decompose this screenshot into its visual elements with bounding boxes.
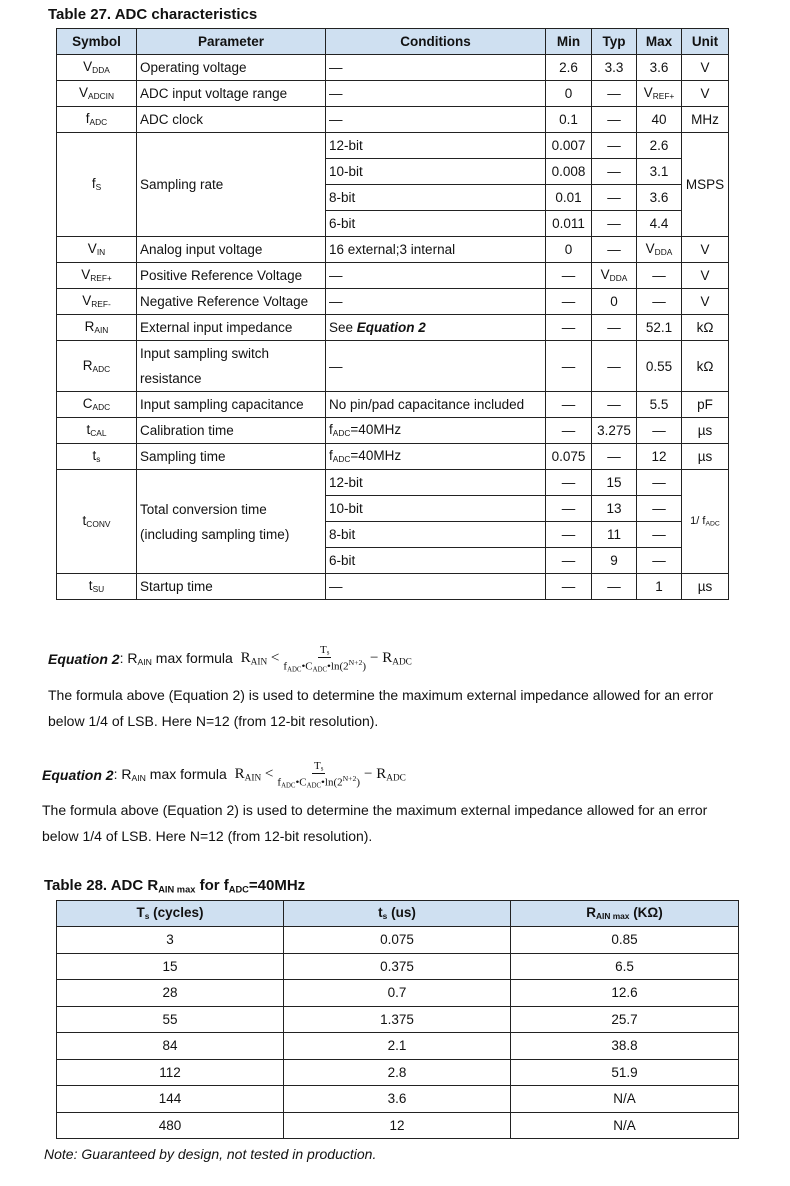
conditions-cell: —: [326, 107, 546, 133]
table-27-header: [57, 29, 729, 55]
max-cell: 3.6: [637, 55, 682, 81]
parameter-cell: External input impedance: [137, 315, 326, 341]
table-row: [57, 470, 729, 496]
column-header: Parameter: [137, 29, 326, 55]
table-cell: 0.85: [511, 927, 739, 954]
max-cell: 2.6: [637, 133, 682, 159]
typ-cell: —: [592, 315, 637, 341]
conditions-cell: —: [326, 263, 546, 289]
table-row: [57, 444, 729, 470]
typ-cell: —: [592, 133, 637, 159]
min-cell: —: [546, 522, 592, 548]
symbol-cell: $R_{ADC}$: [57, 341, 137, 392]
typ-cell: —: [592, 237, 637, 263]
unit-cell: MHz: [682, 107, 729, 133]
column-header: Conditions: [326, 29, 546, 55]
table-row: [57, 1086, 739, 1113]
symbol-cell: $V_{ADCIN}$: [57, 81, 137, 107]
min-cell: 2.6: [546, 55, 592, 81]
symbol-cell: $f_S$: [57, 133, 137, 237]
max-cell: 3.6: [637, 185, 682, 211]
parameter-cell: Negative Reference Voltage: [137, 289, 326, 315]
table-row: [57, 133, 729, 159]
equation-label: Equation 2: [42, 766, 114, 783]
header-rain-max: $R_{AIN max}$ (KΩ): [511, 901, 739, 927]
parameter-cell: Sampling rate: [137, 133, 326, 237]
typ-cell: —: [592, 392, 637, 418]
typ-cell: —: [592, 107, 637, 133]
table-row: [57, 1112, 739, 1139]
max-cell: 4.4: [637, 211, 682, 237]
max-cell: $V_{REF+}$: [637, 81, 682, 107]
unit-cell: MSPS: [682, 133, 729, 237]
min-cell: 0: [546, 237, 592, 263]
table-cell: 0.075: [284, 927, 511, 954]
conditions-cell: —: [326, 289, 546, 315]
symbol-cell: $t_{CAL}$: [57, 418, 137, 444]
typ-cell: 3.275: [592, 418, 637, 444]
conditions-cell: $f_{ADC}=40MHz$: [326, 418, 546, 444]
parameter-cell: ADC input voltage range: [137, 81, 326, 107]
table-cell: 12: [284, 1112, 511, 1139]
conditions-cell: No pin/pad capacitance included: [326, 392, 546, 418]
min-cell: —: [546, 574, 592, 600]
conditions-cell: 8-bit: [326, 185, 546, 211]
conditions-cell: 10-bit: [326, 159, 546, 185]
table-cell: 144: [57, 1086, 284, 1113]
table-cell: 2.1: [284, 1033, 511, 1060]
table-row: [57, 341, 729, 392]
typ-cell: 0: [592, 289, 637, 315]
table-row: [57, 1033, 739, 1060]
table-row: [57, 55, 729, 81]
table-27-caption: Table 27. ADC characteristics: [48, 6, 258, 23]
conditions-cell: 12-bit: [326, 133, 546, 159]
parameter-cell: Total conversion time (including sampling time): [137, 470, 326, 574]
unit-cell: V: [682, 237, 729, 263]
min-cell: 0.007: [546, 133, 592, 159]
table-row: [57, 418, 729, 444]
conditions-cell: 6-bit: [326, 211, 546, 237]
max-cell: $V_{DDA}$: [637, 237, 682, 263]
column-header: Symbol: [57, 29, 137, 55]
parameter-cell: Sampling time: [137, 444, 326, 470]
max-cell: —: [637, 548, 682, 574]
symbol-cell: $f_{ADC}$: [57, 107, 137, 133]
max-cell: 5.5: [637, 392, 682, 418]
min-cell: —: [546, 392, 592, 418]
min-cell: 0.008: [546, 159, 592, 185]
symbol-cell: $V_{IN}$: [57, 237, 137, 263]
unit-cell: kΩ: [682, 341, 729, 392]
parameter-cell: Calibration time: [137, 418, 326, 444]
equation-label: Equation 2: [48, 650, 120, 667]
max-cell: —: [637, 263, 682, 289]
max-cell: 3.1: [637, 159, 682, 185]
symbol-cell: $V_{DDA}$: [57, 55, 137, 81]
max-cell: 0.55: [637, 341, 682, 392]
max-cell: 1: [637, 574, 682, 600]
max-cell: 52.1: [637, 315, 682, 341]
table-row: [57, 574, 729, 600]
table-cell: 28: [57, 980, 284, 1007]
table-cell: 0.7: [284, 980, 511, 1007]
typ-cell: 3.3: [592, 55, 637, 81]
table-cell: 84: [57, 1033, 284, 1060]
parameter-cell: Startup time: [137, 574, 326, 600]
equation-paragraph: The formula above (Equation 2) is used to determine the maximum external impedance allowed for an error below 1/4 of LSB. Here N=12 (from 12-bit resolution).: [48, 687, 714, 729]
footnote: Note: Guaranteed by design, not tested in production.: [44, 1146, 377, 1162]
max-cell: —: [637, 496, 682, 522]
min-cell: —: [546, 341, 592, 392]
max-cell: —: [637, 470, 682, 496]
column-header: Min: [546, 29, 592, 55]
min-cell: 0: [546, 81, 592, 107]
table-cell: 6.5: [511, 953, 739, 980]
min-cell: —: [546, 548, 592, 574]
unit-cell: V: [682, 81, 729, 107]
typ-cell: —: [592, 211, 637, 237]
symbol-cell: $V_{REF-}$: [57, 289, 137, 315]
table-cell: 15: [57, 953, 284, 980]
table-27-body: [57, 55, 729, 600]
unit-cell: µs: [682, 444, 729, 470]
symbol-cell: $C_{ADC}$: [57, 392, 137, 418]
parameter-cell: ADC clock: [137, 107, 326, 133]
adc-characteristics-table: [56, 28, 729, 600]
table-row: [57, 927, 739, 954]
max-cell: 12: [637, 444, 682, 470]
table-row: [57, 81, 729, 107]
unit-cell: V: [682, 289, 729, 315]
min-cell: —: [546, 289, 592, 315]
table-cell: 2.8: [284, 1059, 511, 1086]
table-cell: 3: [57, 927, 284, 954]
conditions-cell: 16 external;3 internal: [326, 237, 546, 263]
max-cell: —: [637, 289, 682, 315]
table-28-caption: Table 28. ADC $R_{AIN max}$ for $f_{ADC}=40MHz$: [44, 877, 306, 895]
unit-cell: µs: [682, 418, 729, 444]
min-cell: 0.075: [546, 444, 592, 470]
min-cell: —: [546, 315, 592, 341]
table-cell: 480: [57, 1112, 284, 1139]
conditions-cell: —: [326, 574, 546, 600]
conditions-cell: See Equation 2: [326, 315, 546, 341]
typ-cell: —: [592, 185, 637, 211]
table-cell: 1.375: [284, 1006, 511, 1033]
adc-rain-max-table: [56, 900, 739, 1139]
table-row: [57, 1006, 739, 1033]
typ-cell: —: [592, 81, 637, 107]
parameter-cell: Positive Reference Voltage: [137, 263, 326, 289]
column-header: Unit: [682, 29, 729, 55]
table-cell: N/A: [511, 1086, 739, 1113]
table-cell: 51.9: [511, 1059, 739, 1086]
table-28-header: [57, 901, 739, 927]
table-row: [57, 107, 729, 133]
min-cell: —: [546, 496, 592, 522]
conditions-cell: —: [326, 81, 546, 107]
table-row: [57, 237, 729, 263]
min-cell: —: [546, 470, 592, 496]
table-row: [57, 263, 729, 289]
max-cell: —: [637, 418, 682, 444]
typ-cell: 11: [592, 522, 637, 548]
symbol-cell: $t_{CONV}$: [57, 470, 137, 574]
min-cell: —: [546, 418, 592, 444]
equation-2-repeat: Equation 2 : $R_{AIN}$ max formula $R_{AIN}$ < $\frac{T_s}{f_{ADC}•C_{ADC}•\ln(2^{N+2})}$ − $R_{ADC}$: [42, 760, 406, 790]
typ-cell: 13: [592, 496, 637, 522]
table-row: [57, 1059, 739, 1086]
column-header: Typ: [592, 29, 637, 55]
table-cell: 38.8: [511, 1033, 739, 1060]
table-cell: 3.6: [284, 1086, 511, 1113]
max-cell: —: [637, 522, 682, 548]
header-ts-us: $t_s$ (us): [284, 901, 511, 927]
parameter-cell: Input sampling capacitance: [137, 392, 326, 418]
typ-cell: 15: [592, 470, 637, 496]
conditions-cell: 12-bit: [326, 470, 546, 496]
symbol-cell: $V_{REF+}$: [57, 263, 137, 289]
table-cell: 25.7: [511, 1006, 739, 1033]
max-cell: 40: [637, 107, 682, 133]
min-cell: 0.01: [546, 185, 592, 211]
conditions-cell: $f_{ADC}=40MHz$: [326, 444, 546, 470]
table-row: [57, 289, 729, 315]
table-row: [57, 315, 729, 341]
conditions-cell: 8-bit: [326, 522, 546, 548]
unit-cell: V: [682, 263, 729, 289]
column-header: Max: [637, 29, 682, 55]
typ-cell: 9: [592, 548, 637, 574]
typ-cell: —: [592, 341, 637, 392]
typ-cell: —: [592, 444, 637, 470]
table-cell: N/A: [511, 1112, 739, 1139]
unit-cell: pF: [682, 392, 729, 418]
conditions-cell: 6-bit: [326, 548, 546, 574]
table-cell: 0.375: [284, 953, 511, 980]
table-cell: 55: [57, 1006, 284, 1033]
header-ts-cycles: $T_s$ (cycles): [57, 901, 284, 927]
table-cell: 12.6: [511, 980, 739, 1007]
parameter-cell: Input sampling switch resistance: [137, 341, 326, 392]
conditions-cell: 10-bit: [326, 496, 546, 522]
equation-paragraph-repeat: The formula above (Equation 2) is used to determine the maximum external impedance allowed for an error below 1/4 of LSB. Here N=12 (from 12-bit resolution).: [42, 802, 708, 844]
symbol-cell: $t_s$: [57, 444, 137, 470]
conditions-cell: —: [326, 341, 546, 392]
table-row: [57, 953, 739, 980]
symbol-cell: $R_{AIN}$: [57, 315, 137, 341]
unit-cell: µs: [682, 574, 729, 600]
typ-cell: —: [592, 574, 637, 600]
typ-cell: $V_{DDA}$: [592, 263, 637, 289]
min-cell: 0.011: [546, 211, 592, 237]
unit-cell: 1/ $f_{ADC}$: [682, 470, 729, 574]
min-cell: —: [546, 263, 592, 289]
table-row: [57, 392, 729, 418]
conditions-cell: —: [326, 55, 546, 81]
symbol-cell: $t_{SU}$: [57, 574, 137, 600]
equation-2: Equation 2 : $R_{AIN}$ max formula $R_{AIN}$ < $\frac{T_s}{f_{ADC}•C_{ADC}•\ln(2^{N+2})}$ − $R_{ADC}$: [48, 644, 412, 674]
parameter-cell: Operating voltage: [137, 55, 326, 81]
table-cell: 112: [57, 1059, 284, 1086]
typ-cell: —: [592, 159, 637, 185]
unit-cell: V: [682, 55, 729, 81]
table-row: [57, 980, 739, 1007]
min-cell: 0.1: [546, 107, 592, 133]
parameter-cell: Analog input voltage: [137, 237, 326, 263]
unit-cell: kΩ: [682, 315, 729, 341]
